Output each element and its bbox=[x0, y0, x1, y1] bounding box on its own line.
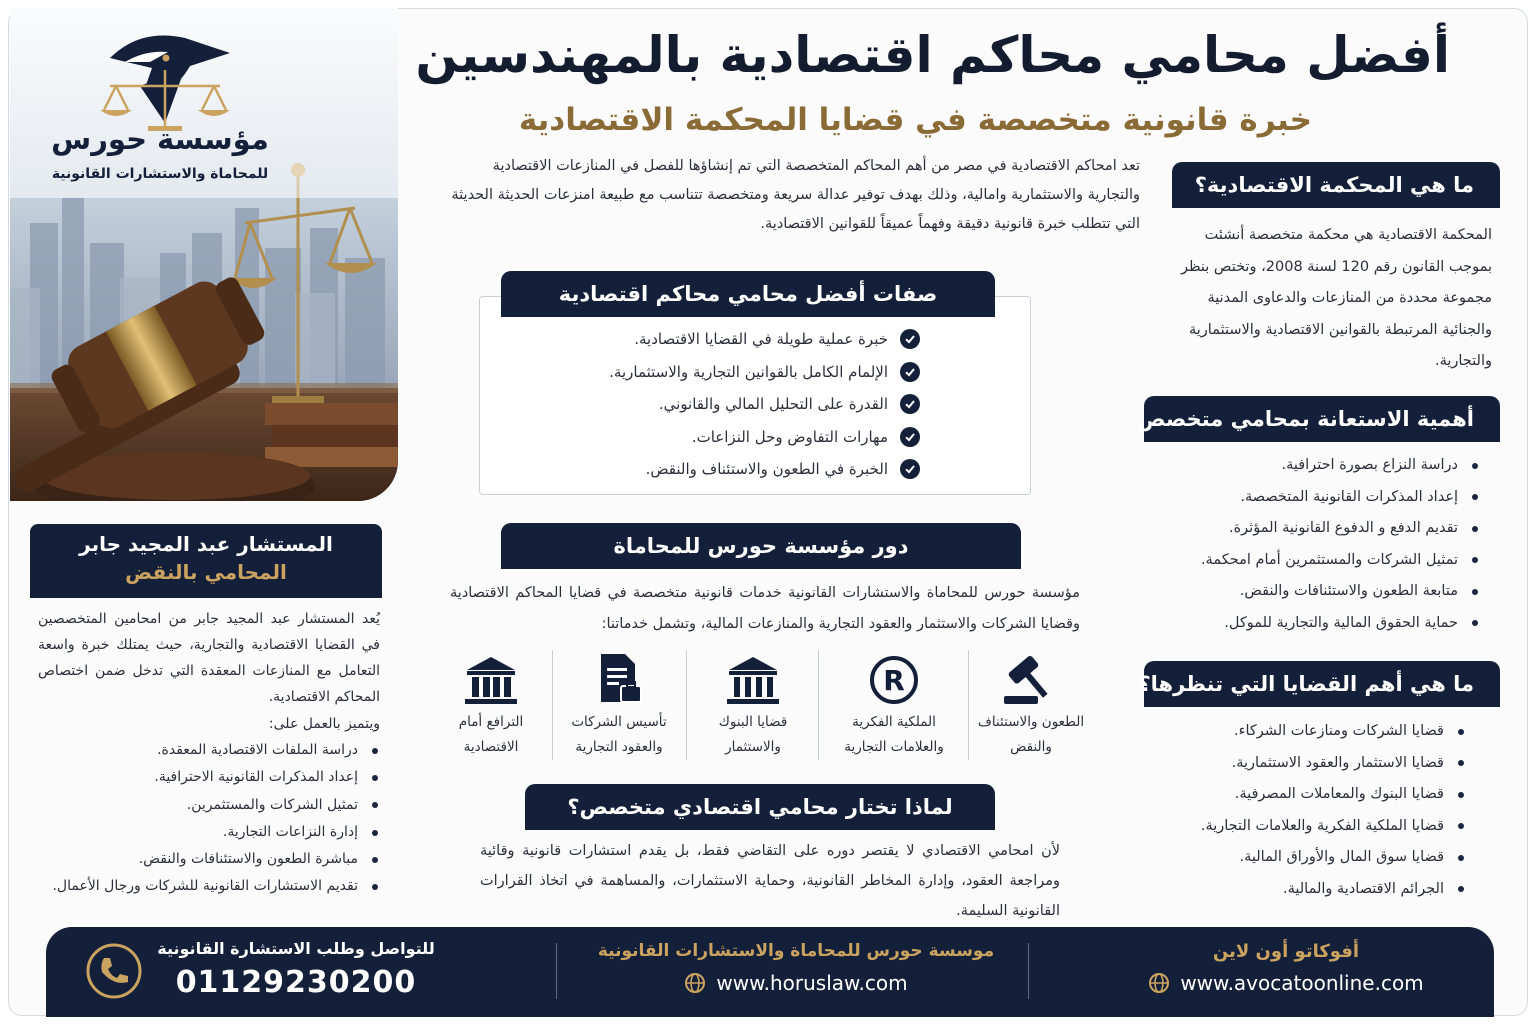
logo-tagline: للمحاماة والاستشارات القانونية bbox=[51, 166, 269, 182]
section-header-cases: ما هي أهم القضايا التي تنظرها؟ bbox=[1144, 661, 1500, 707]
list-item: متابعة الطعون والاستئنافات والنقض. bbox=[1150, 576, 1480, 608]
courthouse-icon bbox=[463, 654, 519, 706]
section-header-importance: أهمية الاستعانة بمحامي متخصص bbox=[1144, 396, 1500, 442]
registered-trademark-icon bbox=[868, 654, 920, 706]
counselor-bio: يُعد المستشار عبد المجيد جابر من امحامين المتخصصين في القضايا الاقتصادية والتجارية، حيث يمتلك خبرة واسعة التعامل مع المنازعات المعقدة التي تدخل ضمن اختصاص المحاكم الاقتصادية. bbox=[38, 611, 380, 705]
list-item: تمثيل الشركات والمستثمرين أمام امحكمة. bbox=[1150, 545, 1480, 577]
footer-brand-avocato: أفوكاتو أون لاين bbox=[1212, 941, 1360, 962]
check-circle-icon bbox=[900, 362, 920, 382]
quality-text: خبرة عملية طويلة في القضايا الاقتصادية. bbox=[634, 330, 888, 349]
check-circle-icon bbox=[900, 427, 920, 447]
list-item: إعداد المذكرات القانونية الاحترافية. bbox=[30, 764, 380, 791]
logo-name: مؤسسة حورس bbox=[51, 122, 269, 156]
globe-icon bbox=[684, 972, 706, 994]
list-item bbox=[560, 453, 920, 486]
service-divider bbox=[686, 650, 687, 760]
globe-icon bbox=[1148, 972, 1170, 994]
quality-text: مهارات التفاوض وحل النزاعات. bbox=[691, 427, 888, 446]
list-item: تمثيل الشركات والمستثمرين. bbox=[30, 792, 380, 819]
service-label: الترافع أمام الاقتصادية bbox=[458, 714, 524, 755]
list-item: قضايا الاستثمار والعقود الاستثمارية. bbox=[1150, 748, 1466, 780]
document-briefcase-icon bbox=[591, 652, 647, 708]
service-label: الملكية الفكرية والعلامات التجارية bbox=[844, 714, 944, 755]
list-item: دراسة النزاع بصورة احترافية. bbox=[1150, 450, 1480, 482]
gavel-icon bbox=[1000, 654, 1062, 706]
counselor-name: المستشار عبد المجيد جابر bbox=[79, 532, 333, 556]
phone-icon bbox=[84, 941, 144, 1001]
quality-text: الإلمام الكامل بالقوانين التجارية والاستثمارية. bbox=[609, 362, 888, 381]
hero-image-card bbox=[10, 8, 398, 501]
list-item: مباشرة الطعون والاستئنافات والنقض. bbox=[30, 846, 380, 873]
list-item bbox=[560, 356, 920, 389]
service-label: الطعون والاستئناف والنقض bbox=[977, 714, 1085, 755]
page-subtitle: خبرة قانونية متخصصة في قضايا المحكمة الاقتصادية bbox=[518, 102, 1312, 138]
check-circle-icon bbox=[900, 329, 920, 349]
footer-divider bbox=[1028, 943, 1029, 999]
importance-list bbox=[1150, 450, 1480, 639]
counselor-list bbox=[30, 737, 380, 901]
list-item: دراسة الملفات الاقتصادية المعقدة. bbox=[30, 737, 380, 764]
what-is-text: المحكمة الاقتصادية هي محكمة متخصصة أنشئت بموجب القانون رقم 120 لسنة 2008، وتختص بنظر مجموعة محددة من المنازعات والدعاوى المدنية والجنائية المرتبطة بالقوانين الاقتصادية والاستثمارية والتجارية. bbox=[1181, 227, 1492, 369]
list-item: قضايا الملكية الفكرية والعلامات التجارية. bbox=[1150, 811, 1466, 843]
service-pleading bbox=[436, 650, 546, 768]
list-item: قضايا الشركات ومنازعات الشركاء. bbox=[1150, 716, 1466, 748]
section-header-role: دور مؤسسة حورس للمحاماة bbox=[501, 523, 1021, 569]
service-divider bbox=[818, 650, 819, 760]
counselor-lead: ويتميز بالعمل على: bbox=[268, 716, 380, 732]
list-item: تقديم الدفع و الدفوع القانونية المؤثرة. bbox=[1150, 513, 1480, 545]
counselor-role: المحامي بالنقض bbox=[125, 560, 287, 584]
service-appeals bbox=[968, 650, 1094, 768]
section-header-what-is: ما هي المحكمة الاقتصادية؟ bbox=[1172, 162, 1500, 208]
footer-link-horus[interactable] bbox=[566, 971, 1026, 995]
list-item: حماية الحقوق المالية والتجارية للموكل. bbox=[1150, 608, 1480, 640]
horus-url[interactable]: www.horuslaw.com bbox=[716, 971, 908, 995]
footer-brand-horus: موسسة حورس للمحاماة والاستشارات القانونية bbox=[597, 941, 995, 961]
service-divider bbox=[968, 650, 969, 760]
list-item: إدارة النزاعات التجارية. bbox=[30, 819, 380, 846]
list-item: قضايا سوق المال والأوراق المالية. bbox=[1150, 842, 1466, 874]
footer-link-avocato[interactable] bbox=[1076, 971, 1496, 995]
qualities-list bbox=[560, 323, 920, 486]
intro-paragraph: تعد امحاكم الاقتصادية في مصر من أهم المحاكم المتخصصة التي تم إنشاؤها للفصل في المنازعات الاقتصادية والتجارية والاستثمارية وامالية، وذلك بهدف توفير عدالة سريعة ومتخصصة تتناسب مع طبيعة امنزعات الحديثة الحديثة التي تتطلب خبرة قانونية دقيقة وفهماً عميقاً للقوانين الاقتصادية. bbox=[451, 158, 1140, 232]
bank-icon bbox=[725, 654, 781, 706]
quality-text: الخبرة في الطعون والاستئناف والنقض. bbox=[645, 460, 888, 479]
footer-bar bbox=[46, 927, 1494, 1017]
section-header-qualities: صفات أفضل محامي محاكم اقتصادية bbox=[501, 271, 995, 317]
check-circle-icon bbox=[900, 394, 920, 414]
quality-text: القدرة على التحليل المالي والقانوني. bbox=[658, 395, 888, 414]
check-circle-icon bbox=[900, 459, 920, 479]
list-item: تقديم الاستشارات القانونية للشركات ورجال الأعمال. bbox=[30, 873, 380, 900]
service-label: تأسيس الشركات والعقود التجارية bbox=[571, 714, 667, 755]
section-header-why: لماذا تختار محامي اقتصادي متخصص؟ bbox=[525, 784, 995, 830]
role-text: مؤسسة حورس للمحاماة والاستشارات القانونية خدمات قانونية متخصصة في قضايا المحاكم الاقتصادية وقضايا الشركات والاستثمار والعقود التجارية والمنازعات المالية، وتشمل خدماتنا: bbox=[450, 585, 1080, 632]
list-item bbox=[560, 323, 920, 356]
list-item: إعداد المذكرات القانونية المتخصصة. bbox=[1150, 482, 1480, 514]
avocato-url[interactable]: www.avocatoonline.com bbox=[1180, 971, 1424, 995]
footer-phone[interactable]: 01129230200 bbox=[175, 965, 417, 1000]
list-item bbox=[560, 388, 920, 421]
cases-list bbox=[1150, 716, 1466, 905]
footer-divider bbox=[556, 943, 557, 999]
list-item: الجرائم الاقتصادية والمالية. bbox=[1150, 874, 1466, 906]
service-companies bbox=[556, 650, 682, 768]
page-title: أفضل محامي محاكم اقتصادية بالمهندسين bbox=[415, 26, 1450, 84]
footer-contact-label: للتواصل وطلب الاستشارة القانونية bbox=[157, 939, 435, 958]
list-item bbox=[560, 421, 920, 454]
why-text: لأن امحامي الاقتصادي لا يقتصر دوره على التقاضي فقط، بل يقدم استشارات قانونية وقائية ومراجعة العقود، وإدارة المخاطر القانونية، وحماية الاستثمارات، والمساهمة في اتخاذ القرارات القانونية السليمة. bbox=[480, 843, 1060, 919]
svg-text:R: R bbox=[883, 664, 905, 697]
service-divider bbox=[552, 650, 553, 760]
service-ip bbox=[824, 650, 964, 768]
service-banks bbox=[690, 650, 816, 768]
list-item: قضايا البنوك والمعاملات المصرفية. bbox=[1150, 779, 1466, 811]
service-label: قضايا البنوك والاستثمار bbox=[718, 714, 788, 755]
counselor-card-header bbox=[30, 524, 382, 598]
